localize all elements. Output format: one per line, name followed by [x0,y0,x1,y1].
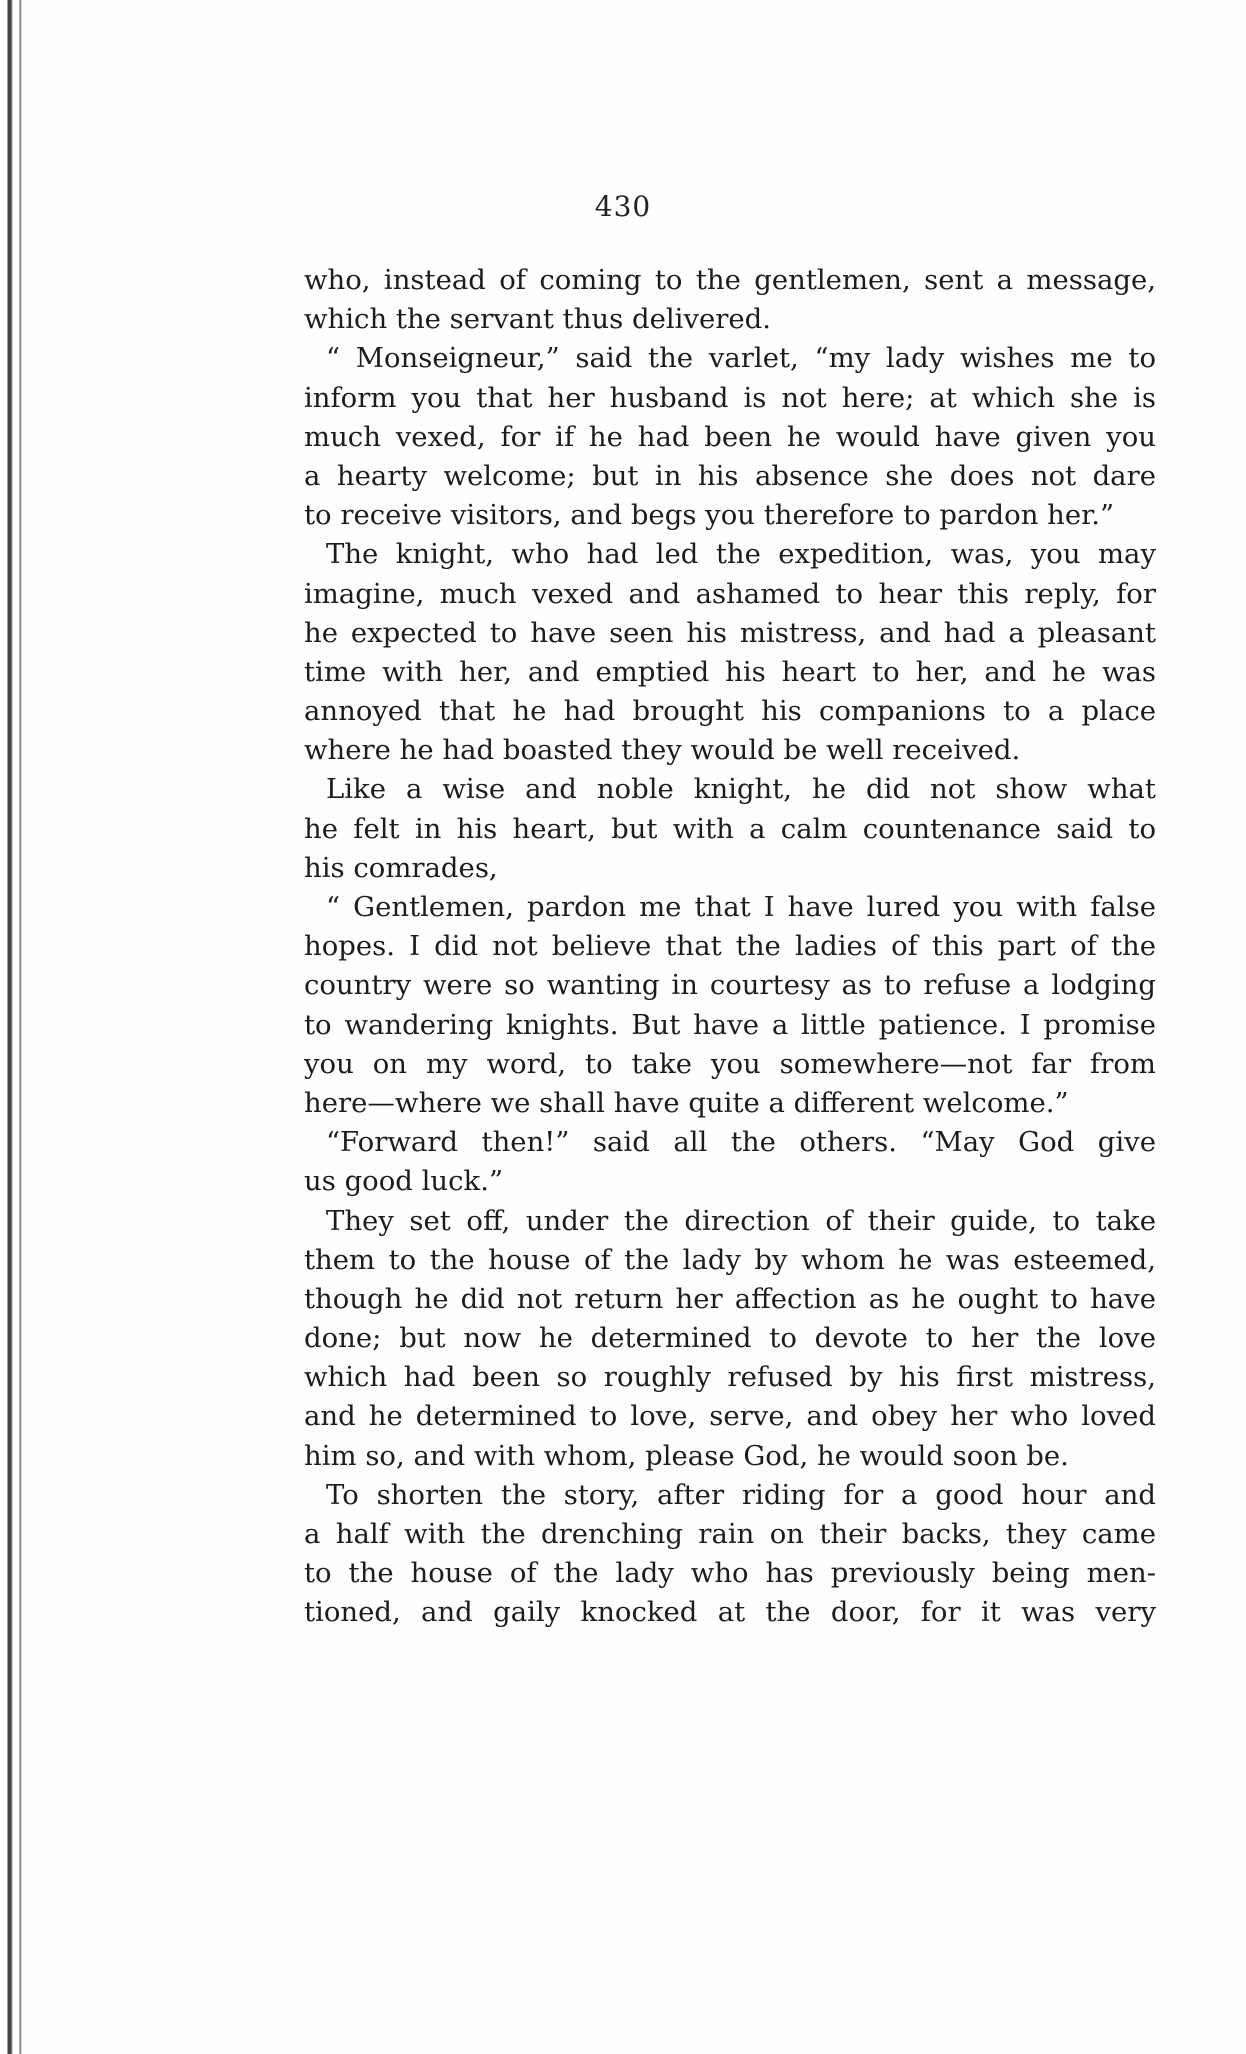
text-line: here—where we shall have quite a different welcome.” [304,1086,1069,1119]
text-line: country were so wanting in courtesy as to refuse a lodging [304,969,1156,1002]
text-line: he expected to have seen his mistress, and had a pleasant [304,616,1156,649]
text-line: them to the house of the lady by whom he was esteemed, [304,1243,1156,1276]
text-line: The knight, who had led the expedition, was, you may [326,538,1156,571]
text-line: to wandering knights. But have a little patience. I promise [304,1008,1156,1041]
text-line: a half with the drenching rain on their backs, they came [304,1518,1156,1550]
text-line: imagine, much vexed and ashamed to hear this reply, for [304,577,1156,610]
page-binding-edge [0,0,26,2054]
text-line: hopes. I did not believe that the ladies of this part of the [304,930,1156,963]
page-number: 430 [594,190,652,223]
text-line: him so, and with whom, please God, he would soon be. [304,1439,1069,1472]
text-line: and he determined to love, serve, and obey her who loved [304,1400,1156,1433]
text-line: inform you that her husband is not here; at which she is [304,381,1156,414]
text-line: “ Monseigneur,” said the varlet, “my lady wishes me to [326,342,1156,375]
text-line: tioned, and gaily knocked at the door, for it was very [304,1596,1156,1629]
text-line: who, instead of coming to the gentlemen, sent a message, [304,264,1156,296]
text-line: To shorten the story, after riding for a good hour and [326,1478,1156,1511]
text-line: done; but now he determined to devote to her the love [304,1322,1156,1355]
body-text [304,261,1156,1633]
text-line: annoyed that he had brought his companions to a place [304,695,1156,728]
text-line: “ Gentlemen, pardon me that I have lured you with false [326,891,1156,923]
text-line: time with her, and emptied his heart to her, and he was [304,655,1156,688]
text-line: much vexed, for if he had been he would have given you [304,420,1156,453]
text-line: to the house of the lady who has previously being men- [304,1557,1156,1590]
text-line: They set off, under the direction of their guide, to take [326,1204,1156,1237]
text-line: which had been so roughly refused by his first mistress, [304,1361,1156,1394]
text-line: though he did not return her affection as he ought to have [304,1282,1156,1315]
text-line: to receive visitors, and begs you therefore to pardon her.” [304,499,1115,532]
text-line: us good luck.” [304,1165,503,1198]
text-line: which the servant thus delivered. [304,303,772,336]
text-line: “Forward then!” said all the others. “May God give [326,1126,1156,1159]
text-line: where he had boasted they would be well received. [304,734,1021,767]
text-line: you on my word, to take you somewhere—not far from [304,1047,1156,1080]
text-line: he felt in his heart, but with a calm countenance said to [304,812,1156,845]
text-line: his comrades, [304,851,498,884]
text-line: Like a wise and noble knight, he did not show what [326,773,1156,806]
text-line: a hearty welcome; but in his absence she does not dare [304,459,1156,492]
